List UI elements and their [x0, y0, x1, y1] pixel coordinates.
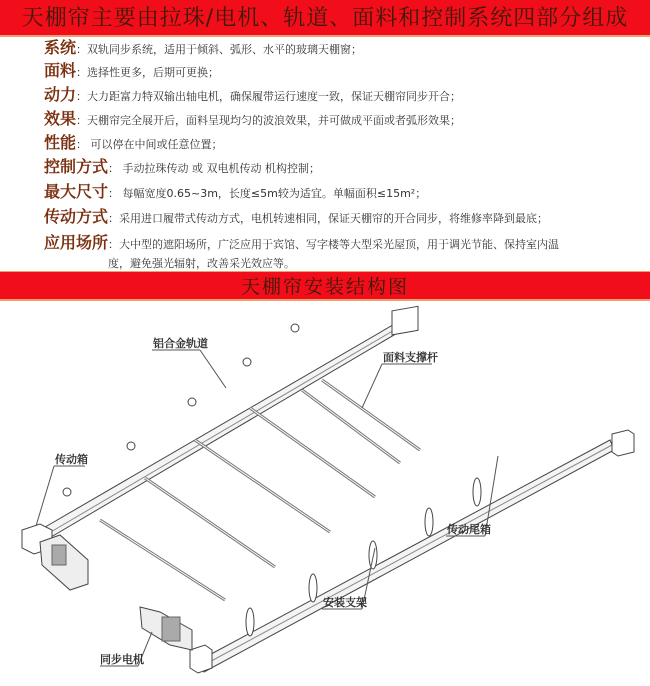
spec-key: 系统 — [44, 38, 77, 57]
section-banner — [0, 271, 650, 301]
spec-key: 控制方式 — [44, 157, 109, 176]
label-drive-box: 传动箱 — [55, 453, 88, 466]
spec-key: 传动方式 — [44, 207, 109, 226]
label-rod: 面料支撑杆 — [383, 351, 438, 364]
label-bracket: 安装支架 — [323, 596, 367, 609]
spec-key: 动力 — [44, 85, 77, 104]
spec-key: 应用场所 — [44, 233, 109, 252]
spec-list — [44, 35, 644, 273]
section-title: 天棚帘安装结构图 — [240, 276, 409, 298]
label-motor: 同步电机 — [100, 653, 144, 666]
spec-key: 效果 — [44, 109, 77, 128]
spec-value: ：双轨同步系统，适用于倾斜、弧形、水平的玻璃天棚窗； — [76, 43, 363, 56]
spec-value: ： 可以停在中间或任意位置； — [76, 138, 223, 151]
spec-value: ：大中型的遮阳场所，广泛应用于宾馆、写字楼等大型采光屋顶，用于调光节能、保持室内温度，避免强光辐射，改善采光效应等。 — [108, 238, 560, 270]
spec-value: ：天棚帘完全展开后，面料呈现均匀的波浪效果，并可做成平面或者弧形效果； — [76, 114, 462, 127]
spec-key: 性能 — [44, 133, 77, 152]
spec-row — [44, 106, 644, 130]
sync-motor — [140, 607, 192, 650]
spec-value: ：大力距富力特双输出轴电机，确保履带运行速度一致，保证天棚帘同步开合； — [76, 90, 462, 103]
spec-key: 面料 — [44, 61, 77, 80]
spec-value: ：选择性更多，后期可更换； — [76, 66, 220, 79]
spec-row — [44, 35, 644, 58]
spec-value: ： 手动拉珠传动 或 双电机传动 机构控制； — [108, 162, 321, 175]
header-title: 天棚帘主要由拉珠/电机、轨道、面料和控制系统四部分组成 — [21, 6, 629, 31]
spec-key: 最大尺寸 — [44, 182, 109, 201]
spec-row — [44, 130, 644, 154]
label-tail-box: 传动尾箱 — [447, 523, 491, 536]
installation-diagram — [0, 302, 650, 686]
header-banner — [0, 0, 650, 37]
spec-row — [44, 179, 644, 204]
spec-value: ： 每幅宽度0.65~3m，长度≤5m较为适宜。单幅面积≤15m²； — [108, 187, 427, 200]
aluminum-rail-bottom — [190, 430, 634, 673]
label-rail: 铝合金轨道 — [153, 337, 208, 350]
spec-row — [44, 58, 644, 82]
mounting-brackets — [246, 478, 481, 636]
aluminum-rail-top — [40, 306, 418, 540]
spec-row — [44, 154, 644, 179]
spec-row — [44, 230, 644, 273]
spec-value: ：采用进口履带式传动方式，电机转速相同，保证天棚帘的开合同步，将维修率降到最底； — [108, 212, 549, 225]
spec-row — [44, 204, 644, 230]
spec-row — [44, 82, 644, 106]
